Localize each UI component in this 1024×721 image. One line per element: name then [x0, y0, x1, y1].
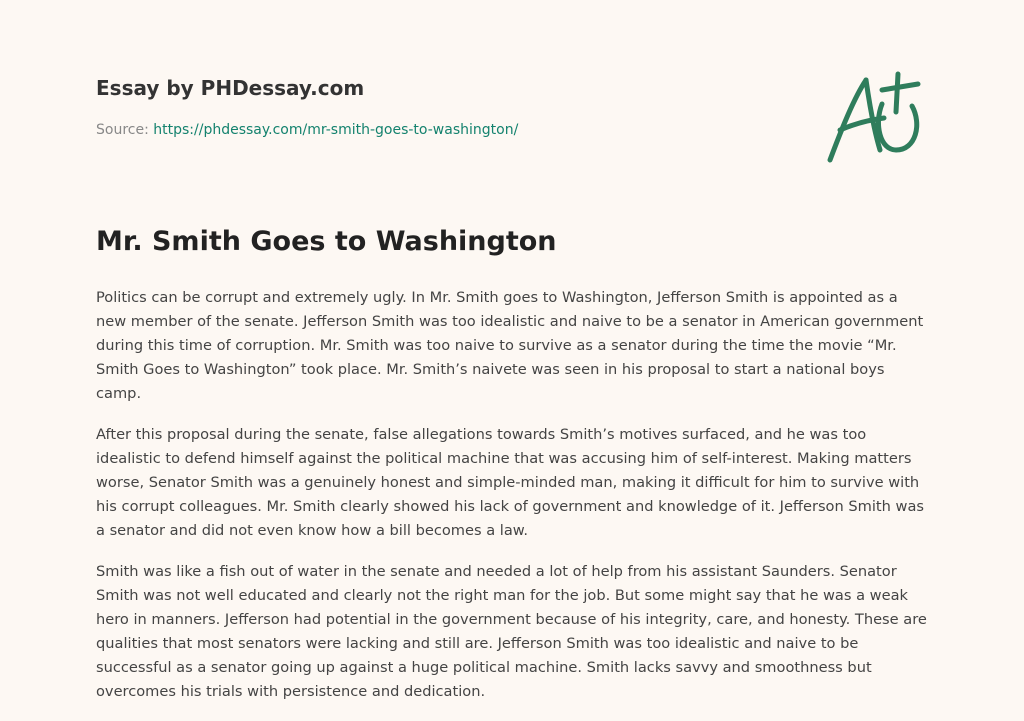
source-label: Source: [96, 122, 149, 138]
source-line [96, 122, 518, 138]
a-plus-grade-icon [820, 68, 930, 164]
essay-body [96, 286, 932, 721]
brand-title: Essay by PHDessay.com [96, 76, 365, 100]
essay-paragraph: Smith was like a fish out of water in the senate and needed a lot of help from his assistant Saunders. Senator Smith was not well educated and clearly not the right man for the job. But some might say that he was a weak hero in manners. Jefferson had potential in the government because of his integrity, care, and honesty. These are qualities that most senators were lacking and still are. Jefferson Smith was too idealistic and naive to be successful as a senator going up against a huge political machine. Smith lacks savvy and smoothness but overcomes his trials with persistence and dedication. [96, 563, 927, 700]
header [96, 76, 518, 138]
essay-title: Mr. Smith Goes to Washington [96, 226, 557, 257]
essay-paragraph: After this proposal during the senate, false allegations towards Smith’s motives surfaced, and he was too idealistic to defend himself against the political machine that was accusing him of self-interest. Making matters worse, Senator Smith was a genuinely honest and simple-minded man, making it difficult for him to survive with his corrupt colleagues. Mr. Smith clearly showed his lack of government and knowledge of it. Jefferson Smith was a senator and did not even know how a bill becomes a law. [96, 426, 925, 539]
a-plus-logo-svg [820, 68, 930, 164]
source-link[interactable]: https://phdessay.com/mr-smith-goes-to-washington/ [153, 122, 519, 138]
essay-paragraph: Politics can be corrupt and extremely ugly. In Mr. Smith goes to Washington, Jefferson Smith is appointed as a new member of the senate. Jefferson Smith was too idealistic and naive to be a senator in American government during this time of corruption. Mr. Smith was too naive to survive as a senator during the time the movie “Mr. Smith Goes to Washington” took place. Mr. Smith’s naivete was seen in his proposal to start a national boys camp. [96, 289, 924, 402]
